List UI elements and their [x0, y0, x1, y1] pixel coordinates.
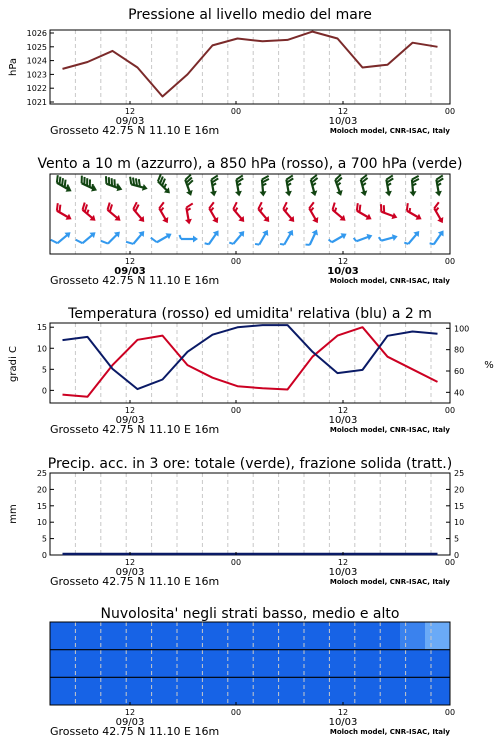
wind-barb-700 [102, 176, 124, 193]
barb-head [341, 231, 349, 240]
cloud-cell [200, 622, 226, 650]
y-tick-label: 25 [454, 469, 465, 478]
date-label: 10/03 [328, 415, 358, 426]
barb-half-feather [255, 243, 259, 246]
wind-arrow-10m [255, 228, 271, 248]
hour-label: 12 [124, 107, 136, 116]
wind-barb-850 [155, 202, 174, 225]
barb-half-feather [116, 184, 119, 188]
temperature-y-ticks [37, 323, 54, 395]
wind-barb-700 [382, 175, 396, 197]
model-credit: Moloch model, CNR-ISAC, Italy [329, 127, 450, 135]
temperature-time-axis [50, 400, 455, 436]
barb-head [235, 191, 243, 197]
barb-shaft [108, 234, 117, 243]
barb-head [212, 217, 221, 225]
barb-shaft [83, 235, 93, 243]
cloud-cell [125, 650, 151, 678]
model-credit: Moloch model, CNR-ISAC, Italy [329, 578, 450, 586]
cloud-cell [200, 650, 226, 678]
wind-barb-850 [328, 203, 350, 224]
barb-head [416, 214, 424, 223]
y-tick-label: 1026 [26, 29, 47, 38]
wind-barb-700 [53, 175, 76, 194]
y-tick-label: 0 [454, 551, 460, 560]
date-label: 09/03 [114, 266, 146, 277]
humidity-y-ticks [446, 324, 469, 397]
hour-label: 00 [444, 558, 456, 567]
date-label: 10/03 [328, 717, 358, 728]
hour-label: 00 [230, 257, 242, 266]
cloud-cell [175, 622, 201, 650]
date-label: 09/03 [115, 415, 145, 426]
wind-barb-850 [205, 202, 224, 225]
cloud-cell [350, 650, 376, 678]
barb-half-feather [205, 242, 209, 246]
barb-head [385, 191, 393, 197]
hour-label: 00 [230, 107, 242, 116]
barb-half-feather [334, 208, 338, 212]
barb-half-feather [354, 237, 357, 241]
pressure-time-axis [50, 101, 455, 137]
pressure-ylabel: hPa [8, 57, 19, 77]
wind-barb-700 [207, 175, 221, 197]
wind-barb-850 [103, 203, 125, 224]
wind-barb-700 [127, 177, 149, 192]
barb-feather [158, 202, 166, 208]
y-tick-label: 15 [454, 501, 465, 511]
y-tick-label: 40 [454, 388, 465, 398]
cloud-cell [225, 650, 251, 678]
wind-barb-700 [432, 175, 446, 197]
y-tick-label: 10 [36, 344, 47, 354]
wind-barb-850 [229, 202, 250, 224]
hour-label: 00 [230, 708, 242, 717]
hour-label: 12 [337, 406, 349, 415]
barb-half-feather [305, 243, 309, 246]
pressure-title: Pressione al livello medio del mare [128, 7, 372, 23]
barb-shaft [310, 233, 315, 245]
wind-barb-700 [153, 174, 175, 196]
temperature-line [63, 327, 438, 397]
location-label: Grosseto 42.75 N 11.10 E 16m [50, 575, 220, 588]
wind-arrow-10m [404, 228, 422, 247]
barb-feather [186, 203, 193, 207]
hour-label: 12 [337, 257, 349, 266]
hour-label: 00 [444, 107, 456, 116]
barb-head [391, 213, 398, 221]
wind-panel [37, 156, 462, 287]
barb-head [210, 191, 218, 197]
barb-head [361, 190, 369, 197]
wind-barb-850 [377, 204, 399, 221]
cloud-cell [50, 677, 76, 705]
wind-barb-850 [254, 202, 275, 224]
y-tick-label: 15 [36, 323, 47, 333]
humidity-ylabel: % [484, 360, 494, 371]
cloud-cell [325, 677, 351, 705]
y-tick-label: 20 [36, 485, 47, 495]
barb-head [435, 191, 443, 197]
cloud-cell [75, 677, 101, 705]
barb-shaft [133, 234, 141, 244]
barb-head [185, 219, 193, 225]
barb-head [336, 190, 344, 197]
barb-head [262, 228, 271, 236]
barb-half-feather [280, 243, 284, 246]
cloud-cell [350, 622, 376, 650]
barb-half-feather [379, 237, 381, 241]
cloud-cell [325, 650, 351, 678]
wind-barb-700 [181, 175, 198, 197]
y-tick-label: 1023 [26, 70, 47, 80]
wind-barb-850 [129, 202, 150, 224]
barb-shaft [434, 234, 441, 245]
y-tick-label: 5 [454, 534, 460, 544]
y-tick-label: 60 [454, 367, 465, 376]
barb-feather [433, 202, 441, 208]
barb-feather [208, 202, 216, 208]
y-tick-label: 25 [36, 469, 47, 478]
barb-shaft [233, 234, 241, 244]
temperature-ylabel: gradi C [8, 346, 19, 382]
wind-arrow-10m [305, 228, 320, 248]
cloud-time-axis [50, 702, 455, 738]
barb-head [162, 217, 171, 225]
barb-half-feather [86, 210, 90, 214]
wind-barb-850 [353, 203, 376, 222]
cloud-title: Nuvolosita' negli strati basso, medio e alto [100, 606, 400, 622]
cloud-cell [150, 650, 176, 678]
date-label: 09/03 [115, 116, 145, 127]
barb-head [311, 190, 319, 197]
barb-feather [126, 239, 133, 246]
y-tick-label: 0 [41, 386, 47, 396]
y-tick-label: 5 [41, 534, 47, 544]
wind-barb-700 [282, 175, 296, 197]
wind-arrow-10m [354, 232, 374, 245]
cloud-cell [125, 677, 151, 705]
barb-head [437, 217, 446, 225]
hour-label: 12 [124, 406, 136, 415]
y-tick-label: 80 [454, 345, 465, 355]
wind-barb-700 [307, 175, 322, 197]
model-credit: Moloch model, CNR-ISAC, Italy [329, 728, 450, 736]
wind-barb-850 [78, 203, 100, 224]
cloud-cell [50, 650, 76, 678]
barb-shaft [284, 233, 291, 244]
precip-panel [8, 456, 464, 588]
temperature-panel [8, 306, 494, 436]
wind-arrow-10m [51, 227, 73, 248]
barb-shaft [356, 237, 368, 241]
barb-half-feather [329, 239, 332, 243]
cloud-cell [400, 650, 426, 678]
barb-head [285, 191, 293, 197]
hour-label: 00 [230, 558, 242, 567]
cloud-cell [225, 677, 251, 705]
cloud-cell [150, 622, 176, 650]
wind-barb-700 [258, 176, 270, 197]
barb-shaft [381, 237, 394, 240]
cloud-cell [425, 622, 451, 650]
cloud-cell [175, 650, 201, 678]
y-tick-label: 10 [36, 518, 47, 528]
barb-head [259, 191, 266, 197]
y-tick-label: 5 [41, 365, 47, 375]
y-tick-label: 100 [454, 324, 470, 334]
cloud-cell [250, 677, 276, 705]
cloud-cell [375, 677, 401, 705]
wind-arrow-10m [151, 228, 174, 247]
wind-arrow-10m [126, 226, 147, 248]
y-tick-label: 20 [454, 485, 465, 495]
hour-label: 00 [444, 257, 456, 266]
barb-shaft [332, 236, 343, 243]
wind-title: Vento a 10 m (azzurro), a 850 hPa (rosso), a 700 hPa (verde) [37, 156, 463, 172]
precip-title: Precip. acc. in 3 ore: totale (verde), frazione solida (tratt.) [47, 456, 453, 472]
hour-label: 00 [444, 406, 456, 415]
wind-barb-850 [53, 203, 76, 222]
cloud-cell [100, 622, 126, 650]
pressure-series [63, 32, 438, 97]
pressure-frame [50, 30, 450, 104]
barb-feather [308, 202, 316, 208]
pressure-line [63, 32, 438, 97]
wind-barbs [51, 174, 449, 248]
pressure-panel [8, 7, 455, 137]
barb-half-feather [229, 241, 233, 245]
cloud-cell [100, 677, 126, 705]
y-tick-label: 10 [454, 518, 465, 528]
location-label: Grosseto 42.75 N 11.10 E 16m [50, 274, 220, 287]
temperature-series [63, 325, 438, 397]
cloud-cell [375, 650, 401, 678]
barb-head [166, 231, 174, 240]
cloud-cell [400, 677, 426, 705]
barb-feather [101, 239, 108, 246]
y-tick-label: 1021 [26, 98, 47, 107]
wind-arrow-10m [180, 235, 199, 243]
cloud-cell [250, 622, 276, 650]
hour-label: 12 [124, 257, 136, 266]
wind-barb-850 [279, 202, 300, 224]
hour-label: 12 [124, 708, 136, 717]
wind-barb-850 [182, 203, 196, 225]
wind-barb-700 [232, 175, 246, 197]
barb-shaft [157, 236, 168, 243]
barb-head [366, 214, 374, 223]
cloud-cell [425, 677, 451, 705]
barb-half-feather [180, 235, 182, 239]
precip-time-axis [50, 552, 455, 588]
barb-shaft [259, 233, 266, 244]
temperature-grid [75, 323, 431, 403]
cloud-cell [75, 650, 101, 678]
precip-y-ticks [37, 469, 54, 560]
barb-shaft [408, 234, 416, 244]
cloud-cell [150, 677, 176, 705]
wind-barb-850 [305, 202, 324, 225]
precip-frame [50, 473, 450, 555]
date-label: 10/03 [328, 116, 358, 127]
cloud-cell [250, 650, 276, 678]
barb-head [193, 236, 198, 243]
cloud-cells [50, 622, 451, 705]
cloud-cell [200, 677, 226, 705]
barb-head [287, 228, 296, 236]
cloud-cell [125, 622, 151, 650]
date-label: 09/03 [115, 717, 145, 728]
wind-arrow-10m [101, 227, 123, 249]
barb-head [186, 190, 194, 197]
barb-head [392, 233, 399, 241]
date-label: 10/03 [327, 266, 359, 277]
y-tick-label: 15 [36, 501, 47, 511]
wind-barb-850 [430, 202, 449, 225]
barb-shaft [209, 234, 216, 245]
precip-ylabel: mm [8, 504, 19, 524]
cloud-cell [175, 677, 201, 705]
hour-label: 12 [124, 558, 136, 567]
hour-label: 12 [337, 558, 349, 567]
cloud-cell [425, 650, 451, 678]
barb-half-feather [430, 242, 434, 246]
cloud-cell [325, 622, 351, 650]
barb-feather [51, 238, 58, 245]
wind-time-axis [50, 251, 455, 287]
barb-head [66, 214, 74, 223]
wind-barb-700 [331, 175, 348, 197]
model-credit: Moloch model, CNR-ISAC, Italy [329, 277, 450, 285]
date-label: 09/03 [115, 567, 145, 578]
location-label: Grosseto 42.75 N 11.10 E 16m [50, 423, 220, 436]
cloud-cell [225, 622, 251, 650]
wind-arrow-10m [379, 232, 399, 244]
wind-arrow-10m [229, 228, 247, 247]
y-tick-label: 1025 [26, 42, 47, 52]
hour-label: 00 [444, 708, 456, 717]
y-tick-label: 0 [41, 551, 47, 560]
wind-arrow-10m [329, 230, 349, 246]
cloud-cell [100, 650, 126, 678]
barb-shaft [58, 235, 68, 243]
hour-label: 12 [337, 708, 349, 717]
cloud-cell [50, 622, 76, 650]
barb-head [366, 232, 373, 240]
cloud-panel [50, 606, 455, 738]
temperature-title: Temperatura (rosso) ed umidita' relativa (blu) a 2 m [68, 306, 432, 322]
model-credit: Moloch model, CNR-ISAC, Italy [329, 426, 450, 434]
cloud-cell [400, 622, 426, 650]
wind-arrow-10m [205, 228, 222, 247]
wind-barb-700 [408, 176, 420, 197]
wind-barb-700 [77, 176, 100, 194]
humidity-line [63, 325, 438, 389]
barb-head [312, 228, 320, 235]
barb-head [312, 217, 321, 225]
hour-label: 12 [337, 107, 349, 116]
barb-half-feather [404, 241, 408, 245]
wind-barb-700 [357, 175, 372, 197]
cloud-cell [75, 622, 101, 650]
barb-head [142, 184, 149, 192]
barb-half-feather [408, 208, 411, 212]
y-tick-label: 1024 [26, 56, 47, 66]
wind-arrow-10m [280, 228, 296, 248]
barb-feather [76, 238, 83, 245]
cloud-cell [350, 677, 376, 705]
wind-arrow-10m [430, 228, 447, 247]
date-label: 10/03 [328, 567, 358, 578]
precip-grid [75, 473, 431, 555]
location-label: Grosseto 42.75 N 11.10 E 16m [50, 124, 220, 137]
barb-head [409, 191, 416, 197]
y-tick-label: 1022 [26, 84, 47, 94]
precip-y-ticks-right [446, 469, 464, 560]
hour-label: 00 [230, 406, 242, 415]
cloud-cell [375, 622, 401, 650]
wind-arrow-10m [76, 227, 98, 248]
location-label: Grosseto 42.75 N 11.10 E 16m [50, 725, 220, 738]
